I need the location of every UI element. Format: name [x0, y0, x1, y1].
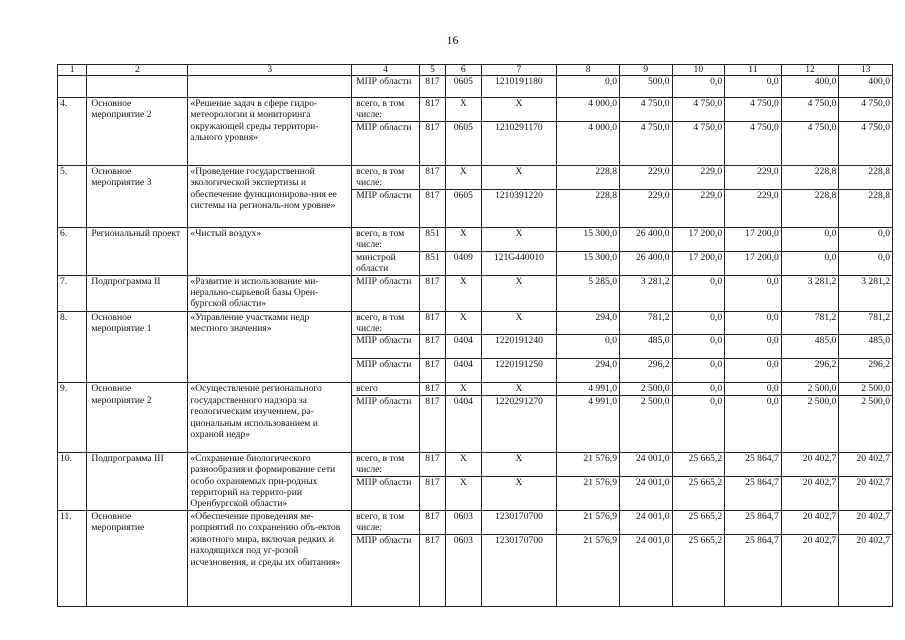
- item-number: 7.: [58, 275, 87, 311]
- target-code-cell: 1230170700: [481, 534, 557, 606]
- amount-cell: 4 991,0: [557, 395, 620, 452]
- section-code-cell: 0605: [446, 122, 481, 166]
- payer-cell: всего: [352, 383, 420, 395]
- item-kind: Основное мероприятие: [87, 510, 188, 606]
- amount-cell: 4 750,0: [781, 122, 839, 166]
- item-number: 9.: [58, 383, 87, 452]
- amount-cell: 228,8: [839, 190, 893, 228]
- amount-cell: 25 665,2: [672, 510, 725, 534]
- amount-cell: 5 285,0: [557, 275, 620, 311]
- amount-cell: 21 576,9: [557, 510, 620, 534]
- amount-cell: 0,0: [781, 251, 839, 275]
- amount-cell: 25 864,7: [725, 534, 782, 606]
- column-number: 2: [87, 65, 188, 76]
- amount-cell: 4 750,0: [672, 98, 725, 122]
- amount-cell: 25 665,2: [672, 476, 725, 510]
- section-code-cell: X: [446, 452, 481, 476]
- amount-cell: 0,0: [725, 359, 782, 383]
- gr-code-cell: 817: [419, 510, 445, 534]
- name-cell: [188, 76, 352, 98]
- payer-cell: МПР области: [352, 476, 420, 510]
- payer-cell: МПР области: [352, 275, 420, 311]
- target-code-cell: 1220191250: [481, 359, 557, 383]
- amount-cell: 0,0: [672, 383, 725, 395]
- amount-cell: 24 001,0: [620, 534, 673, 606]
- payer-cell: МПР области: [352, 335, 420, 359]
- target-code-cell: X: [481, 166, 557, 190]
- amount-cell: 20 402,7: [839, 510, 893, 534]
- amount-cell: 17 200,0: [725, 228, 782, 252]
- gr-code-cell: 851: [419, 251, 445, 275]
- amount-cell: 15 300,0: [557, 251, 620, 275]
- amount-cell: 3 281,2: [781, 275, 839, 311]
- gr-code-cell: 817: [419, 98, 445, 122]
- amount-cell: 2 500,0: [781, 383, 839, 395]
- payer-cell: МПР области: [352, 359, 420, 383]
- payer-cell: МПР области: [352, 76, 420, 98]
- amount-cell: 400,0: [781, 76, 839, 98]
- amount-cell: 485,0: [781, 335, 839, 359]
- gr-code-cell: 817: [419, 275, 445, 311]
- target-code-cell: 121G440010: [481, 251, 557, 275]
- number-cell: [58, 76, 87, 98]
- amount-cell: 0,0: [672, 76, 725, 98]
- amount-cell: 228,8: [557, 190, 620, 228]
- amount-cell: 4 750,0: [781, 98, 839, 122]
- table-row: [58, 275, 893, 311]
- amount-cell: 3 281,2: [839, 275, 893, 311]
- amount-cell: 4 750,0: [839, 122, 893, 166]
- target-code-cell: X: [481, 275, 557, 311]
- section-code-cell: 0404: [446, 395, 481, 452]
- gr-code-cell: 851: [419, 228, 445, 252]
- amount-cell: 25 864,7: [725, 510, 782, 534]
- payer-cell: всего, в том числе:: [352, 228, 420, 252]
- item-number: 4.: [58, 98, 87, 166]
- payer-cell: МПР области: [352, 534, 420, 606]
- item-kind: Подпрограмма III: [87, 452, 188, 510]
- amount-cell: 0,0: [725, 275, 782, 311]
- amount-cell: 25 665,2: [672, 452, 725, 476]
- amount-cell: 4 750,0: [620, 98, 673, 122]
- amount-cell: 0,0: [839, 228, 893, 252]
- column-number: 13: [839, 65, 893, 76]
- gr-code-cell: 817: [419, 383, 445, 395]
- payer-cell: всего, в том числе:: [352, 311, 420, 335]
- payer-cell: МПР области: [352, 190, 420, 228]
- amount-cell: 4 750,0: [620, 122, 673, 166]
- target-code-cell: 1220291270: [481, 395, 557, 452]
- item-name: «Чистый воздух»: [188, 228, 352, 276]
- amount-cell: 0,0: [672, 275, 725, 311]
- item-name: «Обеспечение проведения ме-роприятий по сохранению объ-ектов животного мира, включая редких и находящихся под уг-розой исчезновения, и среды их обитания»: [188, 510, 352, 606]
- amount-cell: 229,0: [725, 166, 782, 190]
- amount-cell: 500,0: [620, 76, 673, 98]
- amount-cell: 4 750,0: [839, 98, 893, 122]
- amount-cell: 20 402,7: [781, 510, 839, 534]
- amount-cell: 0,0: [725, 76, 782, 98]
- amount-cell: 229,0: [672, 190, 725, 228]
- amount-cell: 17 200,0: [672, 228, 725, 252]
- section-code-cell: X: [446, 476, 481, 510]
- amount-cell: 0,0: [725, 395, 782, 452]
- gr-code-cell: 817: [419, 190, 445, 228]
- amount-cell: 0,0: [725, 383, 782, 395]
- item-name: «Проведение государственной экологической экспертизы и обеспечение функционирова-ния ее системы на региональ-ном уровне»: [188, 166, 352, 228]
- amount-cell: 228,8: [839, 166, 893, 190]
- item-name: «Управление участками недр местного значения»: [188, 311, 352, 383]
- item-number: 5.: [58, 166, 87, 228]
- amount-cell: 228,8: [781, 166, 839, 190]
- amount-cell: 781,2: [781, 311, 839, 335]
- column-number: 7: [481, 65, 557, 76]
- gr-code-cell: 817: [419, 311, 445, 335]
- column-number: 11: [725, 65, 782, 76]
- amount-cell: 0,0: [781, 228, 839, 252]
- amount-cell: 0,0: [839, 251, 893, 275]
- amount-cell: 485,0: [839, 335, 893, 359]
- section-code-cell: X: [446, 98, 481, 122]
- amount-cell: 229,0: [620, 190, 673, 228]
- item-kind: Основное мероприятие 1: [87, 311, 188, 383]
- amount-cell: 4 991,0: [557, 383, 620, 395]
- amount-cell: 20 402,7: [781, 534, 839, 606]
- amount-cell: 20 402,7: [839, 452, 893, 476]
- section-code-cell: X: [446, 311, 481, 335]
- amount-cell: 25 864,7: [725, 476, 782, 510]
- amount-cell: 24 001,0: [620, 510, 673, 534]
- section-code-cell: 0409: [446, 251, 481, 275]
- column-number: 9: [620, 65, 673, 76]
- item-kind: Региональный проект: [87, 228, 188, 276]
- amount-cell: 26 400,0: [620, 251, 673, 275]
- item-name: «Сохранение биологического разнообразия и формирование сети особо охраняемых при-родных территорий на террито-рии Оренбургской области»: [188, 452, 352, 510]
- amount-cell: 0,0: [672, 359, 725, 383]
- amount-cell: 294,0: [557, 359, 620, 383]
- amount-cell: 781,2: [839, 311, 893, 335]
- amount-cell: 228,8: [781, 190, 839, 228]
- amount-cell: 0,0: [557, 76, 620, 98]
- payer-cell: всего, в том числе:: [352, 166, 420, 190]
- budget-table: [57, 64, 893, 607]
- item-kind: Основное мероприятие 2: [87, 98, 188, 166]
- amount-cell: 0,0: [672, 335, 725, 359]
- amount-cell: 228,8: [557, 166, 620, 190]
- amount-cell: 0,0: [672, 311, 725, 335]
- amount-cell: 229,0: [672, 166, 725, 190]
- payer-cell: всего, в том числе:: [352, 98, 420, 122]
- amount-cell: 4 750,0: [672, 122, 725, 166]
- amount-cell: 229,0: [725, 190, 782, 228]
- section-code-cell: 0404: [446, 359, 481, 383]
- amount-cell: 2 500,0: [839, 383, 893, 395]
- amount-cell: 24 001,0: [620, 476, 673, 510]
- item-kind: Основное мероприятие 3: [87, 166, 188, 228]
- amount-cell: 2 500,0: [620, 383, 673, 395]
- amount-cell: 296,2: [620, 359, 673, 383]
- item-number: 10.: [58, 452, 87, 510]
- gr-code-cell: 817: [419, 395, 445, 452]
- item-kind: Подпрограмма II: [87, 275, 188, 311]
- amount-cell: 781,2: [620, 311, 673, 335]
- gr-code-cell: 817: [419, 476, 445, 510]
- target-code-cell: X: [481, 98, 557, 122]
- header-row: [58, 65, 893, 76]
- target-code-cell: 1220191240: [481, 335, 557, 359]
- target-code-cell: X: [481, 228, 557, 252]
- amount-cell: 4 750,0: [725, 98, 782, 122]
- target-code-cell: X: [481, 383, 557, 395]
- amount-cell: 24 001,0: [620, 452, 673, 476]
- table-row: [58, 510, 893, 534]
- table-row: [58, 76, 893, 98]
- gr-code-cell: 817: [419, 534, 445, 606]
- column-number: 1: [58, 65, 87, 76]
- amount-cell: 25 665,2: [672, 534, 725, 606]
- gr-code-cell: 817: [419, 122, 445, 166]
- target-code-cell: 1210291170: [481, 122, 557, 166]
- amount-cell: 0,0: [672, 395, 725, 452]
- payer-cell: всего, в том числе:: [352, 510, 420, 534]
- table-row: [58, 311, 893, 335]
- gr-code-cell: 817: [419, 76, 445, 98]
- amount-cell: 3 281,2: [620, 275, 673, 311]
- table-row: [58, 98, 893, 122]
- amount-cell: 17 200,0: [725, 251, 782, 275]
- item-number: 11.: [58, 510, 87, 606]
- target-code-cell: 1210391220: [481, 190, 557, 228]
- amount-cell: 0,0: [725, 335, 782, 359]
- amount-cell: 294,0: [557, 311, 620, 335]
- amount-cell: 26 400,0: [620, 228, 673, 252]
- amount-cell: 21 576,9: [557, 452, 620, 476]
- payer-cell: минстрой области: [352, 251, 420, 275]
- target-code-cell: 1230170700: [481, 510, 557, 534]
- section-code-cell: X: [446, 383, 481, 395]
- target-code-cell: 1210191180: [481, 76, 557, 98]
- section-code-cell: 0605: [446, 76, 481, 98]
- column-number: 3: [188, 65, 352, 76]
- amount-cell: 20 402,7: [781, 476, 839, 510]
- amount-cell: 25 864,7: [725, 452, 782, 476]
- kind-cell: [87, 76, 188, 98]
- table-row: [58, 383, 893, 395]
- amount-cell: 0,0: [725, 311, 782, 335]
- item-kind: Основное мероприятие 2: [87, 383, 188, 452]
- section-code-cell: 0605: [446, 190, 481, 228]
- amount-cell: 21 576,9: [557, 476, 620, 510]
- amount-cell: 229,0: [620, 166, 673, 190]
- gr-code-cell: 817: [419, 166, 445, 190]
- item-number: 8.: [58, 311, 87, 383]
- amount-cell: 296,2: [781, 359, 839, 383]
- amount-cell: 20 402,7: [839, 476, 893, 510]
- target-code-cell: X: [481, 311, 557, 335]
- section-code-cell: 0404: [446, 335, 481, 359]
- amount-cell: 2 500,0: [781, 395, 839, 452]
- table-row: [58, 166, 893, 190]
- amount-cell: 0,0: [557, 335, 620, 359]
- amount-cell: 17 200,0: [672, 251, 725, 275]
- payer-cell: МПР области: [352, 395, 420, 452]
- amount-cell: 2 500,0: [839, 395, 893, 452]
- item-name: «Решение задач в сфере гидро-метеорологии и мониторинга окружающей среды территори-ального уровня»: [188, 98, 352, 166]
- section-code-cell: X: [446, 166, 481, 190]
- column-number: 8: [557, 65, 620, 76]
- section-code-cell: 0603: [446, 510, 481, 534]
- section-code-cell: X: [446, 228, 481, 252]
- table-row: [58, 228, 893, 252]
- target-code-cell: X: [481, 452, 557, 476]
- amount-cell: 20 402,7: [781, 452, 839, 476]
- amount-cell: 4 000,0: [557, 98, 620, 122]
- section-code-cell: X: [446, 275, 481, 311]
- column-number: 4: [352, 65, 420, 76]
- gr-code-cell: 817: [419, 452, 445, 476]
- table-row: [58, 452, 893, 476]
- amount-cell: 296,2: [839, 359, 893, 383]
- amount-cell: 2 500,0: [620, 395, 673, 452]
- amount-cell: 4 000,0: [557, 122, 620, 166]
- amount-cell: 20 402,7: [839, 534, 893, 606]
- item-name: «Развитие и использование ми-нерально-сырьевой базы Орен-бургской области»: [188, 275, 352, 311]
- amount-cell: 21 576,9: [557, 534, 620, 606]
- amount-cell: 15 300,0: [557, 228, 620, 252]
- column-number: 6: [446, 65, 481, 76]
- item-number: 6.: [58, 228, 87, 276]
- page-number: 16: [446, 33, 459, 47]
- item-name: «Осуществление регионального государственного надзора за геологическим изучением, ра-циональным использованием и охраной недр»: [188, 383, 352, 452]
- amount-cell: 485,0: [620, 335, 673, 359]
- section-code-cell: 0603: [446, 534, 481, 606]
- amount-cell: 400,0: [839, 76, 893, 98]
- payer-cell: всего, в том числе:: [352, 452, 420, 476]
- gr-code-cell: 817: [419, 335, 445, 359]
- column-number: 12: [781, 65, 839, 76]
- column-number: 10: [672, 65, 725, 76]
- target-code-cell: X: [481, 476, 557, 510]
- column-number: 5: [419, 65, 445, 76]
- payer-cell: МПР области: [352, 122, 420, 166]
- amount-cell: 4 750,0: [725, 122, 782, 166]
- gr-code-cell: 817: [419, 359, 445, 383]
